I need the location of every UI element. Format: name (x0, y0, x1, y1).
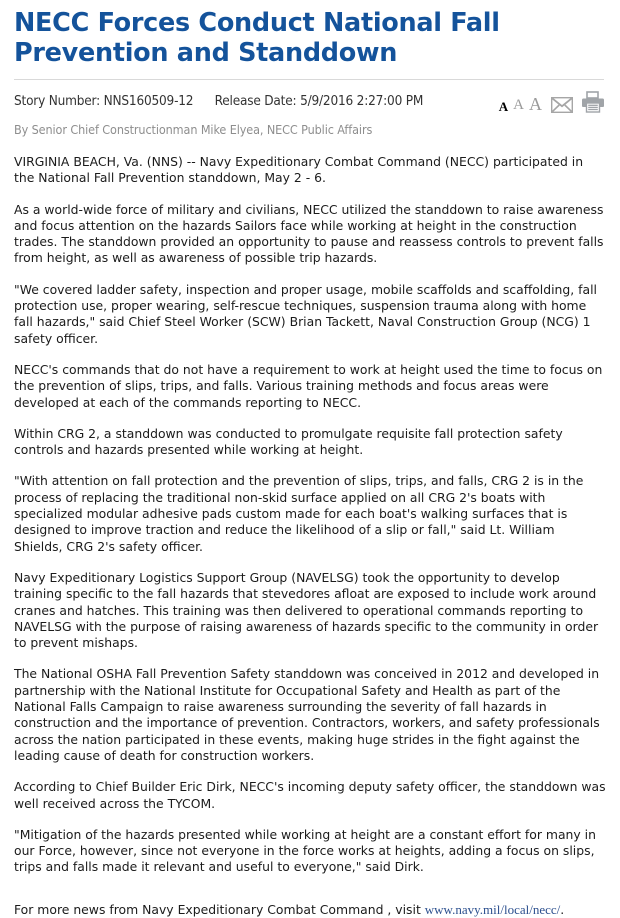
text-size-medium-button[interactable]: A (513, 97, 524, 113)
article-paragraph: NECC's commands that do not have a requirement to work at height used the time to focus on the prevention of slips, trips, and falls. Various training methods and focus areas were developed at each of the commands reporting to NECC. (14, 361, 603, 410)
printer-icon (582, 91, 604, 113)
more-news-suffix: . (560, 901, 565, 917)
article-paragraph: According to Chief Builder Eric Dirk, NECC's incoming deputy safety officer, the standdown was well received across the TYCOM. (14, 779, 606, 811)
more-news-note (14, 902, 606, 918)
release-date-label: Release Date: (214, 93, 297, 109)
article-paragraph: As a world-wide force of military and civilians, NECC utilized the standdown to raise awareness and focus attention on the hazards Sailors face while working at height in the construction trades. The standdown provided an opportunity to pause and reassess controls to prevent falls from height, as well as awareness of possible trip hazards. (14, 201, 604, 266)
article-body (14, 154, 606, 876)
envelope-icon (551, 97, 573, 113)
article-meta-text (14, 91, 423, 109)
article-paragraph: "With attention on fall protection and the prevention of slips, trips, and falls, CRG 2 is in the process of replacing the traditional non-skid surface applied on all CRG 2's boats with specialized modular adhesive pads custom made for each boat's walking surfaces that is designed to improve traction and reduce the likelihood of a slip or fall," said Lt. William Shields, CRG 2's safety officer. (14, 473, 584, 554)
article-meta-row (14, 91, 606, 113)
article-paragraph: "We covered ladder safety, inspection and proper usage, mobile scaffolds and scaffolding, fall protection use, proper wearing, self-rescue techniques, suspension trauma along with home fall hazards," said Chief Steel Worker (SCW) Brian Tackett, Naval Construction Group (NCG) 1 safety officer. (14, 281, 597, 346)
text-size-small-button[interactable]: A (498, 99, 509, 114)
necc-site-link[interactable]: www.navy.mil/local/necc/ (424, 901, 561, 917)
article-paragraph: Navy Expeditionary Logistics Support Group (NAVELSG) took the opportunity to develop training specific to the fall hazards that stevedores afloat are exposed to include work around cranes and hatches. This training was then delivered to operational commands reporting to NAVELSG with the purpose of raising awareness of hazards specific to the community in order to prevent mishaps. (14, 569, 599, 651)
byline: By Senior Chief Constructionman Mike Elyea, NECC Public Affairs (14, 122, 373, 137)
text-size-large-button[interactable]: A (529, 94, 542, 114)
page-title: NECC Forces Conduct National Fall Prevention and Standdown (14, 8, 500, 68)
article-paragraph: "Mitigation of the hazards presented while working at height are a constant effort for many in our Force, however, since not everyone in the force works at heights, adding a focus on slips, trips and falls made it relevant and useful to everyone," said Dirk. (14, 826, 596, 875)
header-divider (14, 79, 604, 80)
article-paragraph: VIRGINIA BEACH, Va. (NNS) -- Navy Expeditionary Combat Command (NECC) participated in the National Fall Prevention standdown, May 2 - 6. (14, 154, 584, 186)
more-news-prefix: For more news from Navy Expeditionary Combat Command , visit (14, 901, 425, 917)
story-number-value: NNS160509-12 (103, 93, 194, 109)
print-article-button[interactable] (582, 91, 604, 113)
story-number-label: Story Number: (14, 93, 100, 109)
article-tools (499, 91, 606, 113)
release-date-value: 5/9/2016 2:27:00 PM (300, 93, 424, 109)
email-article-button[interactable] (551, 97, 573, 113)
article-paragraph: Within CRG 2, a standdown was conducted to promulgate requisite fall protection safety controls and hazards presented while working at height. (14, 425, 563, 458)
article-paragraph: The National OSHA Fall Prevention Safety standdown was conceived in 2012 and developed in partnership with the National Institute for Occupational Safety and Health as part of the National Falls Campaign to raise awareness surrounding the severity of fall hazards in construction and the importance of prevention. Contractors, workers, and safety professionals across the nation participated in these events, making huge strides in the fight against the leading cause of death for construction workers. (14, 666, 600, 763)
